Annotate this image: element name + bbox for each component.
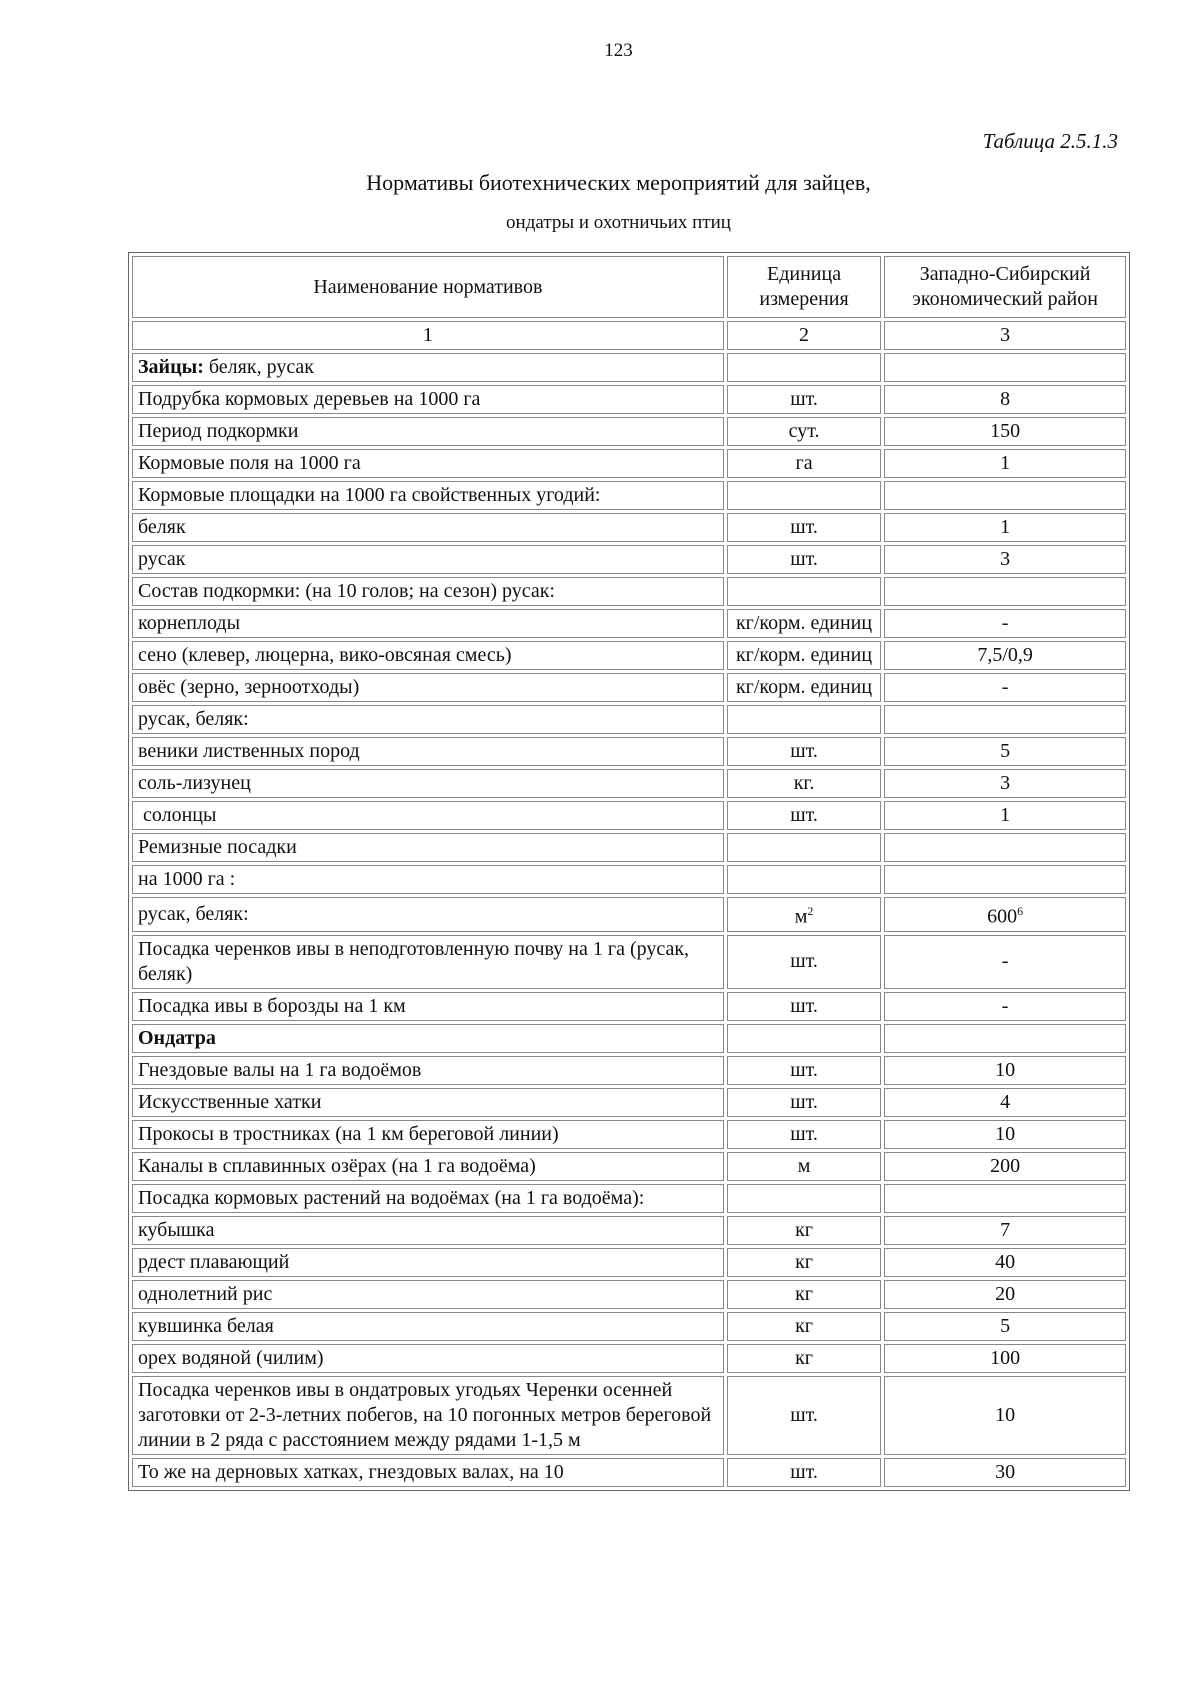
- row-name: веники лиственных пород: [132, 737, 724, 766]
- row-name: рдест плавающий: [132, 1248, 724, 1277]
- row-value: [884, 935, 1126, 989]
- table-row: [132, 801, 1126, 830]
- row-unit: [727, 577, 881, 606]
- row-name: русак, беляк:: [132, 705, 724, 734]
- row-unit: [727, 1344, 881, 1373]
- row-unit: [727, 769, 881, 798]
- row-name: Ремизные посадки: [132, 833, 724, 862]
- row-unit: [727, 992, 881, 1021]
- value-text: 1: [1000, 516, 1011, 538]
- row-name: на 1000 га :: [132, 865, 724, 894]
- section-label-muskrat: [132, 1024, 724, 1053]
- value-text: 150: [990, 420, 1021, 442]
- document-subtitle: ондатры и охотничьих птиц: [506, 212, 731, 233]
- section-label-bold: Зайцы:: [138, 356, 204, 378]
- value-text: 8: [1000, 388, 1011, 410]
- table-row: [132, 449, 1126, 478]
- unit-text: шт.: [790, 548, 818, 570]
- unit-text: кг: [795, 1314, 813, 1337]
- row-value: [884, 641, 1126, 670]
- row-name: Каналы в сплавинных озёрах (на 1 га водоёма): [132, 1152, 724, 1181]
- row-value: [884, 1312, 1126, 1341]
- value-text: 200: [990, 1154, 1021, 1177]
- unit-text: га: [795, 452, 813, 474]
- column-number-row: [132, 321, 1126, 350]
- row-value: [884, 673, 1126, 702]
- table-row: [132, 481, 1126, 510]
- table-row: [132, 513, 1126, 542]
- value-text: 10: [995, 1058, 1016, 1081]
- norms-table: [128, 252, 1130, 1491]
- row-value: [884, 1216, 1126, 1245]
- empty-cell: [884, 353, 1126, 382]
- row-value: [884, 1056, 1126, 1085]
- row-name: орех водяной (чилим): [132, 1344, 724, 1373]
- unit-text: кг: [795, 1250, 813, 1273]
- table-row: [132, 1458, 1126, 1487]
- row-value: [884, 481, 1126, 510]
- row-unit: [727, 449, 881, 478]
- empty-cell: [727, 1024, 881, 1053]
- row-value: [884, 1088, 1126, 1117]
- row-name: кубышка: [132, 1216, 724, 1245]
- value-text: 3: [1000, 548, 1011, 570]
- row-unit: [727, 705, 881, 734]
- row-unit: [727, 641, 881, 670]
- empty-cell: [884, 1024, 1126, 1053]
- unit-text: шт.: [790, 516, 818, 538]
- row-name: овёс (зерно, зерноотходы): [132, 673, 724, 702]
- table-row: [132, 769, 1126, 798]
- row-unit: [727, 737, 881, 766]
- row-unit: [727, 897, 881, 932]
- row-value: [884, 865, 1126, 894]
- table-row: [132, 865, 1126, 894]
- row-value: [884, 385, 1126, 414]
- row-unit: [727, 865, 881, 894]
- header-unit: Единица измерения: [727, 256, 881, 318]
- row-value: [884, 737, 1126, 766]
- table-row: [132, 1312, 1126, 1341]
- row-value: [884, 609, 1126, 638]
- row-value: [884, 1120, 1126, 1149]
- unit-text: шт.: [790, 804, 818, 826]
- value-text: 20: [995, 1282, 1016, 1305]
- row-value: [884, 897, 1126, 932]
- row-value: [884, 1376, 1126, 1455]
- value-text: -: [1001, 676, 1009, 698]
- row-value: [884, 513, 1126, 542]
- section-label-rest: беляк, русак: [203, 356, 315, 378]
- row-unit: [727, 1152, 881, 1181]
- table-row: [132, 992, 1126, 1021]
- row-name: солонцы: [132, 801, 724, 830]
- row-name: однолетний рис: [132, 1280, 724, 1309]
- table-row: [132, 417, 1126, 446]
- value-text: 3: [1000, 772, 1011, 794]
- unit-text: кг/корм. единиц: [735, 612, 873, 634]
- table-row: [132, 385, 1126, 414]
- row-name: Гнездовые валы на 1 га водоёмов: [132, 1056, 724, 1085]
- value-text: -: [1001, 994, 1009, 1017]
- table-row: [132, 545, 1126, 574]
- row-unit: [727, 545, 881, 574]
- row-unit: [727, 513, 881, 542]
- row-unit: [727, 1376, 881, 1455]
- row-name: Посадка ивы в борозды на 1 км: [132, 992, 724, 1021]
- row-name: Кормовые площадки на 1000 га свойственных угодий:: [132, 481, 724, 510]
- row-unit: [727, 609, 881, 638]
- row-value: [884, 1344, 1126, 1373]
- value-text: -: [1001, 950, 1009, 973]
- unit-text: кг/корм. единиц: [735, 644, 873, 666]
- table-row: [132, 1056, 1126, 1085]
- value-text: 1: [1000, 804, 1011, 826]
- unit-text: шт.: [790, 950, 818, 973]
- table-row: [132, 1184, 1126, 1213]
- unit-text: шт.: [790, 740, 818, 762]
- unit-text: сут.: [788, 420, 820, 442]
- section-label-hares: [132, 353, 724, 382]
- row-unit: [727, 1056, 881, 1085]
- table-row: [132, 1280, 1126, 1309]
- row-unit: [727, 1458, 881, 1487]
- row-unit: [727, 1312, 881, 1341]
- row-name: Прокосы в тростниках (на 1 км береговой линии): [132, 1120, 724, 1149]
- column-number: 2: [727, 321, 881, 350]
- table-caption: Таблица 2.5.1.3: [982, 129, 1118, 153]
- table-row: [132, 609, 1126, 638]
- unit-text: кг/корм. единиц: [735, 676, 873, 698]
- table-row: [132, 1248, 1126, 1277]
- section-row-muskrat: [132, 1024, 1126, 1053]
- row-name: соль-лизунец: [132, 769, 724, 798]
- row-unit: [727, 801, 881, 830]
- row-name: кувшинка белая: [132, 1312, 724, 1341]
- unit-text: шт.: [790, 1090, 818, 1113]
- table-row: [132, 577, 1126, 606]
- value-text: 30: [995, 1460, 1016, 1483]
- row-name: Подрубка кормовых деревьев на 1000 га: [132, 385, 724, 414]
- row-name: Посадка черенков ивы в неподготовленную почву на 1 га (русак, беляк): [132, 935, 724, 989]
- unit-text: кг: [795, 1282, 813, 1305]
- value-text: 5: [1000, 740, 1011, 762]
- value-text: 10: [995, 1403, 1016, 1426]
- row-name: корнеплоды: [132, 609, 724, 638]
- table-row: [132, 935, 1126, 989]
- row-name: Состав подкормки: (на 10 голов; на сезон) русак:: [132, 577, 724, 606]
- table-row: [132, 1376, 1126, 1455]
- table-row: [132, 673, 1126, 702]
- unit-text: кг: [795, 1346, 813, 1369]
- table-row: [132, 1088, 1126, 1117]
- table-row: [132, 1216, 1126, 1245]
- value-text: -: [1001, 612, 1009, 634]
- unit-superscript: 2: [807, 904, 814, 918]
- unit-text: м: [794, 905, 808, 928]
- value-superscript: 6: [1017, 904, 1024, 918]
- table-row: [132, 737, 1126, 766]
- unit-text: кг.: [793, 772, 815, 794]
- unit-text: шт.: [790, 1122, 818, 1145]
- row-name: беляк: [132, 513, 724, 542]
- value-text: 40: [995, 1250, 1016, 1273]
- value-text: 1: [1000, 452, 1011, 474]
- table-row: [132, 1344, 1126, 1373]
- row-unit: [727, 385, 881, 414]
- row-value: [884, 1248, 1126, 1277]
- table-header-row: [132, 256, 1126, 318]
- value-text: 100: [990, 1346, 1021, 1369]
- row-value: [884, 769, 1126, 798]
- row-unit: [727, 417, 881, 446]
- row-name: Посадка кормовых растений на водоёмах (на 1 га водоёма):: [132, 1184, 724, 1213]
- row-value: [884, 1458, 1126, 1487]
- page-number: 123: [604, 40, 633, 61]
- row-unit: [727, 1088, 881, 1117]
- header-name: Наименование нормативов: [132, 256, 724, 318]
- value-text: 7: [1000, 1218, 1011, 1241]
- row-value: [884, 801, 1126, 830]
- row-value: [884, 545, 1126, 574]
- row-value: [884, 1184, 1126, 1213]
- unit-text: м: [797, 1154, 811, 1177]
- document-title: Нормативы биотехнических мероприятий для зайцев,: [366, 170, 871, 195]
- row-name: Кормовые поля на 1000 га: [132, 449, 724, 478]
- table-row: [132, 1152, 1126, 1181]
- value-text: 600: [987, 905, 1018, 928]
- row-unit: [727, 673, 881, 702]
- table-row: [132, 1120, 1126, 1149]
- section-label-bold: Ондатра: [138, 1026, 216, 1049]
- row-name: сено (клевер, люцерна, вико-овсяная смесь): [132, 641, 724, 670]
- row-name: русак: [132, 545, 724, 574]
- row-value: [884, 705, 1126, 734]
- row-name: Период подкормки: [132, 417, 724, 446]
- row-name: Искусственные хатки: [132, 1088, 724, 1117]
- table-row: [132, 705, 1126, 734]
- row-unit: [727, 1280, 881, 1309]
- row-value: [884, 833, 1126, 862]
- unit-text: шт.: [790, 1460, 818, 1483]
- row-name: русак, беляк:: [132, 897, 724, 932]
- row-unit: [727, 833, 881, 862]
- row-value: [884, 417, 1126, 446]
- header-value: Западно-Сибирский экономический район: [884, 256, 1126, 318]
- row-value: [884, 1152, 1126, 1181]
- unit-text: шт.: [790, 994, 818, 1017]
- row-value: [884, 992, 1126, 1021]
- table-row: [132, 897, 1126, 932]
- row-value: [884, 449, 1126, 478]
- unit-text: кг: [795, 1218, 813, 1241]
- row-value: [884, 1280, 1126, 1309]
- row-name: Посадка черенков ивы в ондатровых угодьях Черенки осенней заготовки от 2-3-летних побегов, на 10 погонных метров береговой линии в 2 ряда с расстоянием между рядами 1-1,5 м: [132, 1376, 724, 1455]
- table-row: [132, 833, 1126, 862]
- value-text: 5: [1000, 1314, 1011, 1337]
- column-number: 3: [884, 321, 1126, 350]
- section-row-hares: [132, 353, 1126, 382]
- row-unit: [727, 1120, 881, 1149]
- row-value: [884, 577, 1126, 606]
- value-text: 4: [1000, 1090, 1011, 1113]
- empty-cell: [727, 353, 881, 382]
- value-text: 7,5/0,9: [977, 644, 1033, 666]
- row-unit: [727, 1248, 881, 1277]
- unit-text: шт.: [790, 388, 818, 410]
- value-text: 10: [995, 1122, 1016, 1145]
- row-unit: [727, 1216, 881, 1245]
- table-row: [132, 641, 1126, 670]
- row-unit: [727, 481, 881, 510]
- unit-text: шт.: [790, 1403, 818, 1426]
- row-unit: [727, 1184, 881, 1213]
- unit-text: шт.: [790, 1058, 818, 1081]
- column-number: 1: [132, 321, 724, 350]
- row-unit: [727, 935, 881, 989]
- row-name: То же на дерновых хатках, гнездовых валах, на 10: [132, 1458, 724, 1487]
